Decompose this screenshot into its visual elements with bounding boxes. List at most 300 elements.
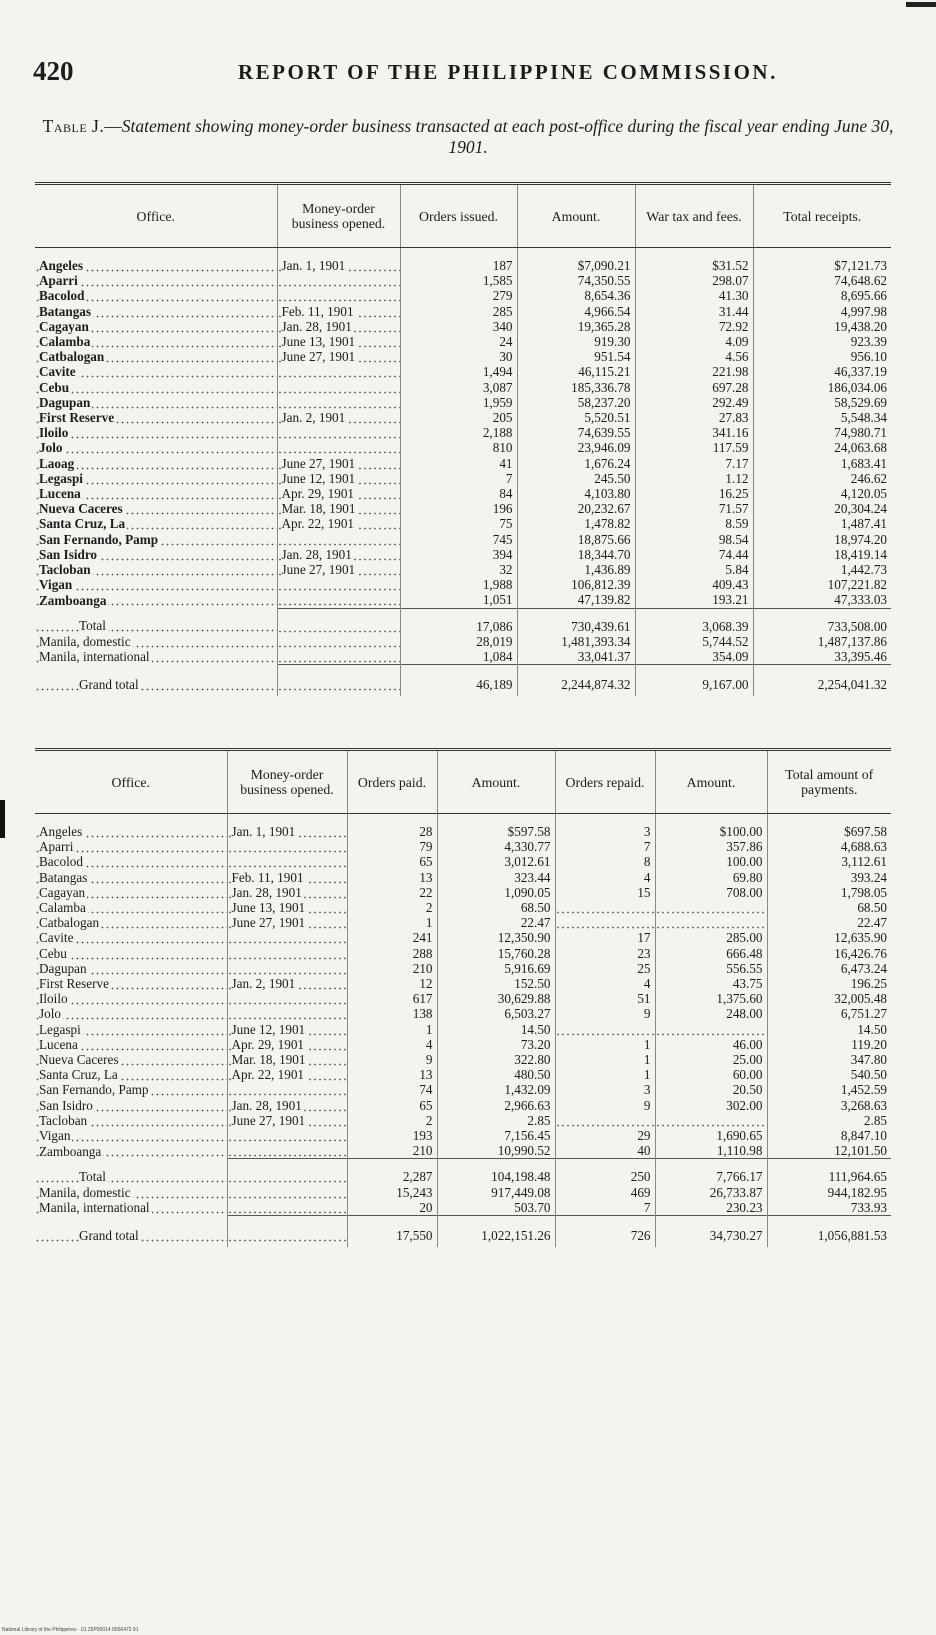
cell-opened [277,319,400,334]
cell-opened [227,1006,347,1021]
payments-table [35,748,891,1247]
cell-amount: 2,966.63 [437,1098,555,1113]
cell-office [35,349,277,364]
cell-total: 22.47 [767,915,891,930]
cell-repaid: 1 [555,1052,655,1067]
opened-date: Jan. 28, 1901 [281,546,352,562]
cell-orders: 340 [400,319,517,334]
cell-opened [277,334,400,349]
opened-date: Jan. 2, 1901 [281,410,346,426]
cell-orders: 2,188 [400,425,517,440]
office-name: Dagupan [39,394,91,410]
cell-total: 923.39 [753,334,891,349]
table-row [35,592,891,608]
cell-office [35,1159,227,1185]
cell-tax: 221.98 [635,364,753,379]
cell-orders: 41 [400,456,517,471]
cell-opened [227,870,347,885]
cell-total: 24,063.68 [753,440,891,455]
office-name: Lucena [39,1036,78,1052]
opened-date: Jan. 1, 1901 [231,824,296,839]
cell-repaid: 15 [555,885,655,900]
table-row [35,1082,891,1097]
cell-orders: 810 [400,440,517,455]
cell-tax: 9,167.00 [635,665,753,697]
office-name: Total [79,618,106,634]
receipts-table [35,182,891,696]
opened-date: Jan. 28, 1901 [281,318,352,334]
opened-date: Jan. 2, 1901 [231,976,296,992]
cell-opened [277,592,400,608]
cell-paid: 12 [347,976,437,991]
office-name: Bacolod [39,288,85,304]
caption-text: Statement showing money-order business transacted at each post-office during the fiscal year ending June 30, 1901. [121,116,894,157]
cell-opened [227,1159,347,1185]
cell-total: 14.50 [767,1022,891,1037]
cell-office [35,319,277,334]
cell-office [35,961,227,976]
office-name: Catbalogan [39,915,100,931]
table-row [35,1113,891,1128]
cell-office [35,440,277,455]
cell-opened [277,516,400,531]
cell-amount: 47,139.82 [517,592,635,608]
cell-office [35,885,227,900]
cell-opened [227,1128,347,1143]
cell-orders: 1,959 [400,395,517,410]
cell-repaid: 726 [555,1216,655,1248]
cell-amount: 245.50 [517,471,635,486]
cell-amount: 20,232.67 [517,501,635,516]
opened-date: June 27, 1901 [281,349,356,365]
cell-opened [277,380,400,395]
opened-date: June 27, 1901 [231,915,306,931]
table-row [35,1067,891,1082]
office-name: Calamba [39,334,91,350]
cell-amount: $7,090.21 [517,248,635,274]
cell-paid: 193 [347,1128,437,1143]
opened-date [232,946,234,961]
cell-amount: 73.20 [437,1037,555,1052]
opened-date [282,425,284,440]
table-row [35,380,891,395]
opened-date: Apr. 29, 1901 [231,1036,305,1052]
cell-ramount: 1,110.98 [655,1143,767,1159]
cell-total: 33,395.46 [753,649,891,665]
cell-tax: 341.16 [635,425,753,440]
cell-amount: 152.50 [437,976,555,991]
cell-office [35,839,227,854]
cell-office [35,1082,227,1097]
cell-opened [227,1143,347,1159]
opened-date [232,854,234,869]
table-row [35,1037,891,1052]
table-row [35,961,891,976]
cell-amount: 1,432.09 [437,1082,555,1097]
cell-office [35,532,277,547]
cell-amount: 22.47 [437,915,555,930]
opened-date: June 13, 1901 [231,900,306,916]
office-name: Tacloban [39,562,91,578]
cell-tax: 72.92 [635,319,753,334]
cell-total: 3,112.61 [767,854,891,869]
opened-date [282,649,284,664]
office-name: Total [79,1169,106,1185]
opened-date [282,273,284,288]
cell-paid: 79 [347,839,437,854]
cell-orders: 285 [400,304,517,319]
office-name: Cebu [39,379,70,395]
cell-amount: 3,012.61 [437,854,555,869]
cell-amount: 1,022,151.26 [437,1216,555,1248]
cell-tax: 31.44 [635,304,753,319]
cell-amount: 74,350.55 [517,273,635,288]
cell-opened [277,608,400,634]
table-row [35,395,891,410]
cell-opened [227,1200,347,1216]
cell-paid: 17,550 [347,1216,437,1248]
office-name: Nueva Caceres [39,1052,119,1068]
cell-office [35,1006,227,1021]
cell-amount: 323.44 [437,870,555,885]
office-name: Batangas [39,303,92,319]
total-row [35,634,891,649]
office-name: Cagayan [39,884,86,900]
opened-date: Jan. 28, 1901 [231,1097,302,1113]
cell-total: 16,426.76 [767,946,891,961]
col-header-office: Office. [35,184,277,248]
table-row [35,1128,891,1143]
cell-repaid: 51 [555,991,655,1006]
page-number: 420 [33,56,74,86]
cell-office [35,1216,227,1248]
cell-total: 12,101.50 [767,1143,891,1159]
cell-office [35,1067,227,1082]
cell-total: 32,005.48 [767,991,891,1006]
cell-ramount: 708.00 [655,885,767,900]
cell-tax: 71.57 [635,501,753,516]
table-row [35,577,891,592]
opened-date [232,991,234,1006]
cell-ramount: 556.55 [655,961,767,976]
cell-office [35,425,277,440]
cell-amount: 23,946.09 [517,440,635,455]
cell-office [35,1185,227,1200]
cell-paid: 617 [347,991,437,1006]
opened-date: June 13, 1901 [281,334,356,350]
table-row [35,501,891,516]
cell-opened [227,1052,347,1067]
opened-date: Feb. 11, 1901 [231,869,304,885]
office-name: Calamba [39,900,86,916]
cell-opened [227,1082,347,1097]
cell-total: 196.25 [767,976,891,991]
cell-orders: 75 [400,516,517,531]
cell-amount: $597.58 [437,814,555,840]
table-row [35,1006,891,1021]
cell-office [35,1143,227,1159]
table-row [35,839,891,854]
cell-office [35,1022,227,1037]
cell-office [35,649,277,665]
cell-office [35,562,277,577]
cell-amount: 480.50 [437,1067,555,1082]
cell-office [35,900,227,915]
cell-office [35,991,227,1006]
table-row [35,471,891,486]
office-name: Cebu [39,945,67,961]
cell-ramount: 302.00 [655,1098,767,1113]
cell-total: 74,648.62 [753,273,891,288]
cell-office [35,1037,227,1052]
table-row [35,854,891,869]
col-header-amount-paid: Amount. [437,750,555,814]
cell-tax: 292.49 [635,395,753,410]
cell-office [35,486,277,501]
cell-ramount [655,1113,767,1128]
cell-opened [277,364,400,379]
table-row [35,364,891,379]
office-name: Manila, international [39,649,150,665]
cell-total: 111,964.65 [767,1159,891,1185]
cell-total: 107,221.82 [753,577,891,592]
office-name: Legaspi [39,470,83,486]
cell-amount: 4,103.80 [517,486,635,501]
cell-amount: 12,350.90 [437,930,555,945]
cell-opened [277,577,400,592]
cell-ramount: 7,766.17 [655,1159,767,1185]
cell-total: 18,419.14 [753,547,891,562]
cell-office [35,946,227,961]
cell-paid: 15,243 [347,1185,437,1200]
opened-date [282,532,284,547]
cell-total: 956.10 [753,349,891,364]
office-name: Aparri [39,839,74,855]
cell-amount: 1,436.89 [517,562,635,577]
office-name: Iloilo [39,991,68,1007]
cell-repaid: 23 [555,946,655,961]
cell-amount: 2,244,874.32 [517,665,635,697]
cell-opened [277,562,400,577]
col-header-orders-issued: Orders issued. [400,184,517,248]
cell-repaid: 469 [555,1185,655,1200]
total-row [35,649,891,665]
cell-orders: 187 [400,248,517,274]
cell-office [35,665,277,697]
cell-paid: 13 [347,870,437,885]
cell-ramount: 20.50 [655,1082,767,1097]
cell-office [35,1128,227,1143]
cell-amount: 46,115.21 [517,364,635,379]
office-name: Zamboanga [39,1143,102,1159]
opened-date: Apr. 22, 1901 [281,516,355,532]
cell-opened [277,273,400,288]
cell-opened [277,532,400,547]
cell-ramount [655,1022,767,1037]
cell-office [35,608,277,634]
cell-repaid: 25 [555,961,655,976]
office-name: Grand total [79,677,139,693]
office-name: Cagayan [39,318,89,334]
office-name: First Reserve [39,410,115,426]
opened-date [282,288,284,303]
opened-date: June 27, 1901 [231,1112,306,1128]
cell-ramount: 34,730.27 [655,1216,767,1248]
table-row [35,1143,891,1159]
cell-opened [227,946,347,961]
cell-ramount: 100.00 [655,854,767,869]
cell-amount: 917,449.08 [437,1185,555,1200]
cell-tax: 8.59 [635,516,753,531]
running-head: REPORT OF THE PHILIPPINE COMMISSION. [238,60,778,84]
table-row [35,1052,891,1067]
cell-paid: 2 [347,900,437,915]
cell-total: 4,997.98 [753,304,891,319]
cell-total: 186,034.06 [753,380,891,395]
cell-amount: 106,812.39 [517,577,635,592]
col-header-amount: Amount. [517,184,635,248]
cell-opened [227,991,347,1006]
office-name: Dagupan [39,960,87,976]
cell-opened [227,854,347,869]
cell-ramount: 285.00 [655,930,767,945]
cell-opened [277,440,400,455]
cell-amount: 74,639.55 [517,425,635,440]
table-row [35,425,891,440]
cell-total: 1,487.41 [753,516,891,531]
opened-date: Mar. 18, 1901 [281,501,356,517]
cell-amount: 919.30 [517,334,635,349]
opened-date: Jan. 1, 1901 [281,258,346,273]
cell-total: $7,121.73 [753,248,891,274]
opened-date: June 12, 1901 [231,1021,306,1037]
cell-opened [277,634,400,649]
opened-date: Mar. 18, 1901 [231,1052,306,1068]
table-row [35,349,891,364]
table-row [35,900,891,915]
cell-opened [227,1022,347,1037]
cell-office [35,471,277,486]
table-row [35,562,891,577]
cell-orders: 17,086 [400,608,517,634]
office-name: Angeles [39,824,83,839]
opened-date [232,1128,234,1143]
table-row [35,547,891,562]
grand-total-row [35,1216,891,1248]
table-row [35,319,891,334]
cell-total: 8,695.66 [753,288,891,303]
table-row [35,915,891,930]
cell-amount: 68.50 [437,900,555,915]
cell-tax: 193.21 [635,592,753,608]
cell-total: 68.50 [767,900,891,915]
cell-ramount: 26,733.87 [655,1185,767,1200]
office-name: Aparri [39,273,78,289]
cell-opened [227,915,347,930]
cell-opened [227,814,347,840]
cell-tax: 3,068.39 [635,608,753,634]
cell-opened [227,976,347,991]
cell-tax: 16.25 [635,486,753,501]
cell-ramount: 1,375.60 [655,991,767,1006]
office-name: Tacloban [39,1112,88,1128]
cell-opened [277,649,400,665]
cell-ramount: 60.00 [655,1067,767,1082]
cell-opened [277,248,400,274]
cell-amount: 1,676.24 [517,456,635,471]
caption-label: Table J. [42,116,105,136]
cell-office [35,456,277,471]
cell-tax: 4.09 [635,334,753,349]
cell-ramount: 230.23 [655,1200,767,1216]
cell-opened [227,1067,347,1082]
cell-repaid: 17 [555,930,655,945]
col-header-office: Office. [35,750,227,814]
cell-total: 2.85 [767,1113,891,1128]
office-name: Zamboanga [39,592,107,608]
cell-opened [277,304,400,319]
cell-orders: 30 [400,349,517,364]
cell-repaid: 7 [555,839,655,854]
cell-tax: 7.17 [635,456,753,471]
scan-edge-mark [0,800,5,838]
cell-total: 8,847.10 [767,1128,891,1143]
cell-paid: 13 [347,1067,437,1082]
cell-amount: 1,478.82 [517,516,635,531]
cell-ramount: 25.00 [655,1052,767,1067]
cell-total: 393.24 [767,870,891,885]
opened-date [282,395,284,410]
table-caption: Table J.—Statement showing money-order business transacted at each post-office during the fiscal year ending June 30, 1901. [42,116,894,157]
cell-opened [227,1185,347,1200]
grand-total-row [35,665,891,697]
col-header-orders-repaid: Orders repaid. [555,750,655,814]
office-name: San Isidro [39,546,98,562]
cell-ramount: 248.00 [655,1006,767,1021]
office-name: San Isidro [39,1097,93,1113]
cell-repaid: 1 [555,1067,655,1082]
cell-orders: 28,019 [400,634,517,649]
cell-total: 74,980.71 [753,425,891,440]
cell-amount: 1,481,393.34 [517,634,635,649]
cell-office [35,364,277,379]
cell-total: 1,487,137.86 [753,634,891,649]
cell-office [35,410,277,425]
cell-total: 12,635.90 [767,930,891,945]
cell-total: 5,548.34 [753,410,891,425]
cell-office [35,854,227,869]
cell-office [35,870,227,885]
col-header-total-payments: Total amount of payments. [767,750,891,814]
table-row [35,334,891,349]
opened-date [232,1143,234,1158]
scan-corner-mark [906,2,936,7]
table-row [35,288,891,303]
cell-paid: 20 [347,1200,437,1216]
total-row [35,1200,891,1216]
cell-tax: 298.07 [635,273,753,288]
cell-ramount: 1,690.65 [655,1128,767,1143]
total-row [35,1185,891,1200]
cell-opened [277,288,400,303]
table-row [35,976,891,991]
cell-office [35,577,277,592]
cell-ramount: $100.00 [655,814,767,840]
cell-opened [227,900,347,915]
cell-orders: 1,585 [400,273,517,288]
cell-opened [227,1098,347,1113]
cell-total: 1,442.73 [753,562,891,577]
